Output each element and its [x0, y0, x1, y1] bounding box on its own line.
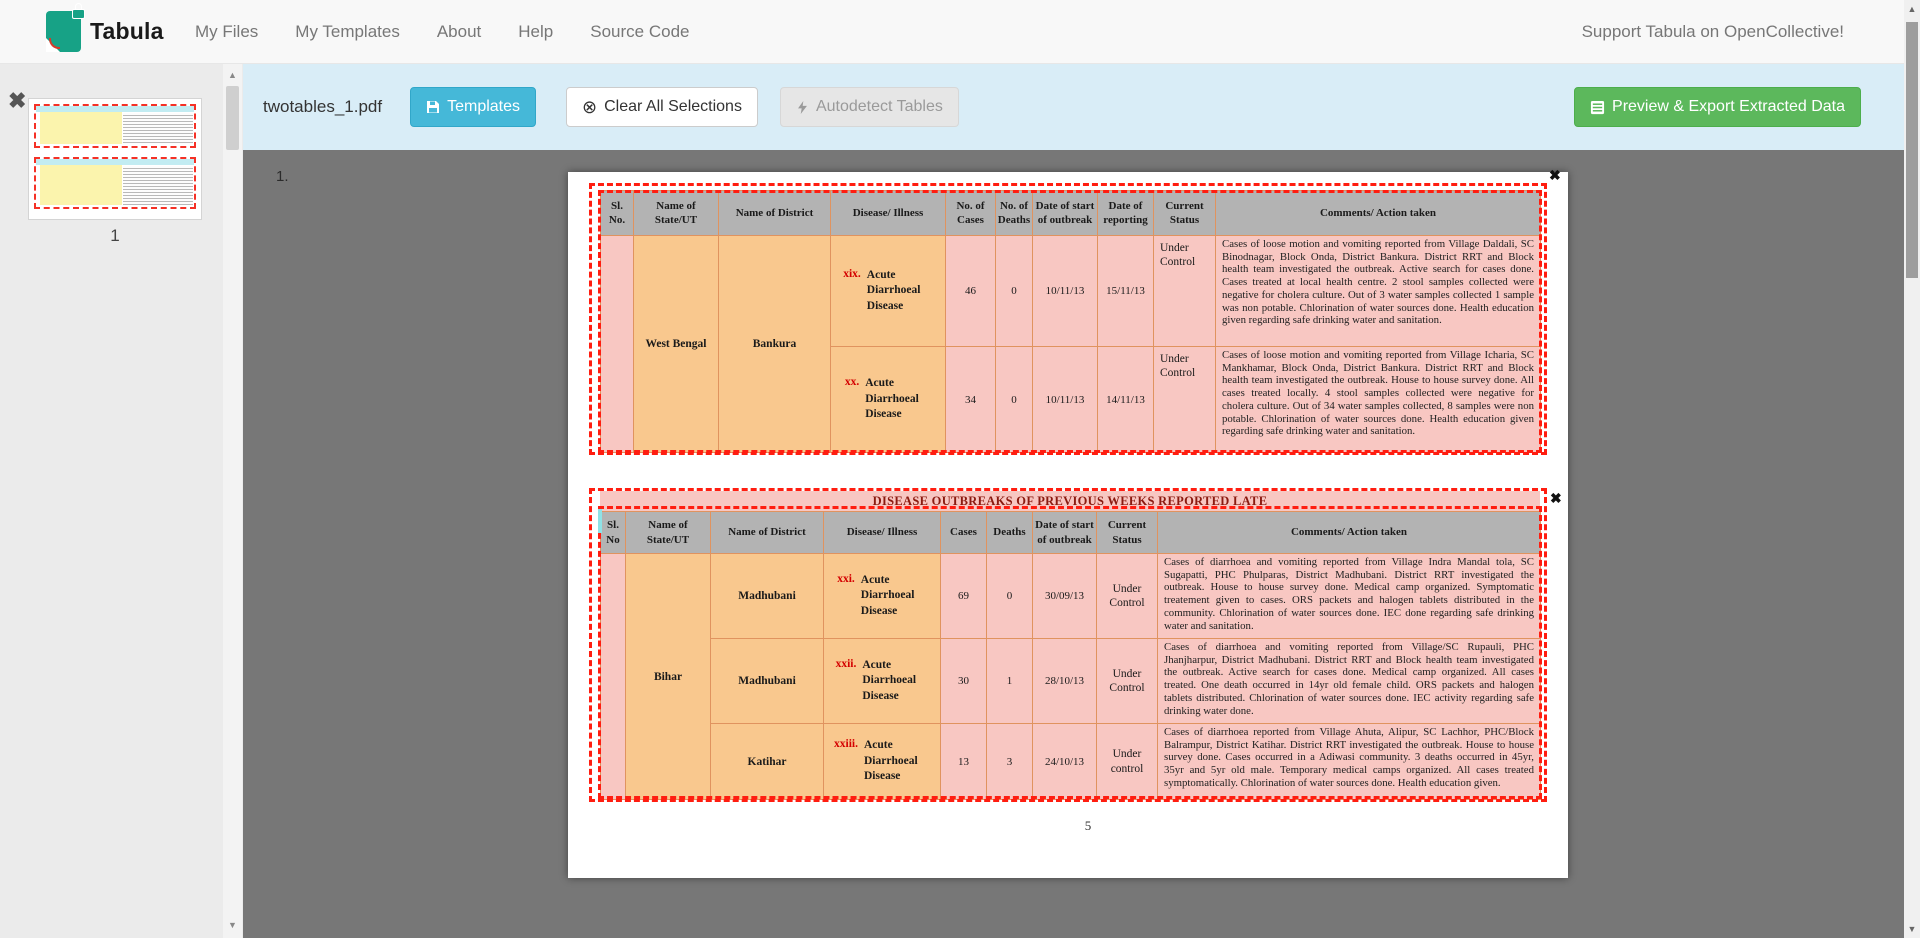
t1-header-cell: Date of reporting: [1098, 191, 1154, 236]
t1-header-cell: No. of Deaths: [996, 191, 1033, 236]
preview-export-button[interactable]: [1574, 87, 1861, 127]
t2-district-cell: Madhubani: [711, 639, 824, 724]
t2-deaths-cell: 1: [987, 639, 1033, 724]
t2-district-cell: Madhubani: [711, 554, 824, 639]
t1-comments-cell: Cases of loose motion and vomiting reported from Village Daldali, SC Binodnagar, Block Onda, District Bankura. District RRT and Block health team investigated the outbreak. Active search for cases done. Cases treated at local health centre. 2 stool samples collected were negative for cholera culture. Out of 3 water samples collected 1 sample was non potable. Chlorination of water sources done. Health education given regarding safe drinking water and sanitation.: [1216, 236, 1541, 347]
sidebar-scroll-thumb[interactable]: [226, 86, 239, 150]
t1-district-cell: Bankura: [719, 236, 831, 453]
t2-start-date-cell: 24/10/13: [1033, 724, 1097, 800]
toolbar: [243, 64, 1920, 150]
t1-reported-date-cell: 14/11/13: [1098, 347, 1154, 453]
selection-box-1-inner[interactable]: [598, 190, 1542, 453]
t2-disease-cell: xxi. Acute Diarrhoeal Disease: [824, 554, 941, 639]
roman-numeral: xix.: [843, 267, 861, 280]
clear-button-label: Clear All Selections: [604, 98, 742, 115]
autodetect-tables-button[interactable]: [780, 87, 959, 127]
scroll-up-icon[interactable]: ▲: [1907, 4, 1917, 14]
templates-button[interactable]: [410, 87, 536, 127]
t2-disease-cell: xxii. Acute Diarrhoeal Disease: [824, 639, 941, 724]
roman-numeral: xx.: [844, 376, 860, 389]
remove-page-icon[interactable]: ✖: [8, 88, 27, 113]
t2-header-cell: Deaths: [987, 512, 1033, 554]
t1-header-cell: Date of start of outbreak: [1033, 191, 1098, 236]
t2-cases-cell: 30: [941, 639, 987, 724]
t2-header-cell: Sl. No: [601, 512, 626, 554]
window-scroll-thumb[interactable]: [1906, 22, 1918, 278]
page-thumbnail[interactable]: [28, 98, 202, 220]
t1-disease-cell: xix. Acute Diarrhoeal Disease: [831, 236, 946, 347]
t2-deaths-cell: 3: [987, 724, 1033, 800]
window-scrollbar[interactable]: [1904, 0, 1920, 938]
brand-name: Tabula: [90, 18, 164, 44]
clear-all-selections-button[interactable]: [566, 87, 758, 127]
t2-header-cell: Date of start of outbreak: [1033, 512, 1097, 554]
thumbnail-selection-2: [34, 157, 196, 209]
selection-2-close-icon[interactable]: ✖: [1550, 490, 1562, 506]
clear-circle-x-icon: ⊗: [582, 97, 598, 117]
support-link[interactable]: Support Tabula on OpenCollective!: [1581, 22, 1844, 41]
page-marker: 1.: [276, 168, 289, 185]
sidebar-scrollbar[interactable]: [223, 64, 242, 938]
t2-header-cell: Disease/ Illness: [824, 512, 941, 554]
tabula-logo-icon: [46, 11, 81, 52]
autodetect-button-label: Autodetect Tables: [815, 98, 943, 115]
t1-header-cell: No. of Cases: [946, 191, 996, 236]
t2-status-cell: Under Control: [1097, 554, 1158, 639]
t1-cases-cell: 34: [946, 347, 996, 453]
thumbnail-sidebar: [0, 64, 243, 938]
table-list-icon: [1590, 100, 1605, 115]
t1-start-date-cell: 10/11/13: [1033, 347, 1098, 453]
brand[interactable]: [46, 11, 164, 52]
t2-status-cell: Under control: [1097, 724, 1158, 800]
t2-deaths-cell: 0: [987, 554, 1033, 639]
nav-source-code[interactable]: Source Code: [590, 22, 690, 41]
navbar: [0, 0, 1920, 64]
t2-header-cell: Current Status: [1097, 512, 1158, 554]
t2-start-date-cell: 28/10/13: [1033, 639, 1097, 724]
scroll-down-icon[interactable]: ▼: [1907, 924, 1917, 934]
export-button-label: Preview & Export Extracted Data: [1612, 98, 1845, 115]
t2-header-cell: Name of District: [711, 512, 824, 554]
selection-box-2-inner[interactable]: [598, 506, 1542, 799]
nav-my-files[interactable]: My Files: [195, 22, 259, 41]
roman-numeral: xxi.: [837, 572, 855, 585]
t1-reported-date-cell: 15/11/13: [1098, 236, 1154, 347]
t2-cases-cell: 13: [941, 724, 987, 800]
t2-header-cell: Name of State/UT: [626, 512, 711, 554]
scroll-down-icon[interactable]: ▼: [228, 920, 237, 930]
roman-numeral: xxiii.: [834, 738, 858, 751]
selection-1-close-icon[interactable]: ✖: [1549, 167, 1561, 183]
t1-header-cell: Sl. No.: [601, 191, 634, 236]
templates-button-label: Templates: [447, 98, 521, 115]
t1-status-cell: Under Control: [1154, 236, 1216, 347]
t1-state-cell: West Bengal: [634, 236, 719, 453]
pdf-filename: twotables_1.pdf: [263, 97, 383, 116]
t1-comments-cell: Cases of loose motion and vomiting reported from Village Icharia, SC Mankhamar, Block Onda, District Bankura. District RRT and Block health team investigated the outbreak. House to house survey done. All cases treated locally. 4 stool samples collected were negative for cholera culture. Out of 34 water samples collected, 8 samples were non potable. Chlorination of water sources done. Health education given regarding safe drinking water and sanitation.: [1216, 347, 1541, 453]
t2-header-cell: Comments/ Action taken: [1158, 512, 1541, 554]
save-template-icon: [426, 100, 440, 114]
t2-district-cell: Katihar: [711, 724, 824, 800]
selection-handle[interactable]: [598, 509, 602, 533]
t1-disease-cell: xx. Acute Diarrhoeal Disease: [831, 347, 946, 453]
nav-about[interactable]: About: [436, 22, 482, 41]
t2-comments-cell: Cases of diarrhoea and vomiting reported from Village Indra Mandal tola, SC Sugapatti, PHC Phulparas, District Madhubani. District RRT investigated the outbreak. House to house survey done. Medical camp organized. Symptomatic treatement given to cases. ORS packets and halogen tablets distributed in the community. Chlorination of water sources done. IEC done regarding safe drinking water and sanitation.: [1158, 554, 1541, 639]
t2-start-date-cell: 30/09/13: [1033, 554, 1097, 639]
t2-comments-cell: Cases of diarrhoea and vomiting reported from Village/SC Rupauli, PHC Jhanjharpur, District Madhubani. District RRT and Block health team investigated the outbreak. Active search for cases done. Medical camp organized. All cases treated. One death occurred in 14yr old female child. ORS packets and halogen tablets distributed. Chlorination of water sources done. IEC activity regarding safe drinking water done.: [1158, 639, 1541, 724]
thumbnail-page-number: 1: [110, 226, 120, 245]
t1-deaths-cell: 0: [996, 236, 1033, 347]
t1-header-cell: Comments/ Action taken: [1216, 191, 1541, 236]
t1-header-cell: Name of State/UT: [634, 191, 719, 236]
roman-numeral: xxii.: [835, 657, 857, 670]
thumbnail-selection-1: [34, 104, 196, 148]
lightning-bolt-icon: [796, 100, 809, 115]
t1-status-cell: Under Control: [1154, 347, 1216, 453]
nav-help[interactable]: Help: [518, 22, 554, 41]
table2-title: DISEASE OUTBREAKS OF PREVIOUS WEEKS REPORTED LATE: [600, 491, 1540, 511]
pdf-page-footer-number: 5: [1084, 818, 1092, 833]
t1-cases-cell: 46: [946, 236, 996, 347]
t1-header-cell: Name of District: [719, 191, 831, 236]
t2-header-cell: Cases: [941, 512, 987, 554]
t2-cases-cell: 69: [941, 554, 987, 639]
t2-state-cell: Bihar: [626, 554, 711, 800]
t2-disease-cell: xxiii. Acute Diarrhoeal Disease: [824, 724, 941, 800]
t1-start-date-cell: 10/11/13: [1033, 236, 1098, 347]
nav-links: [195, 0, 689, 64]
scroll-up-icon[interactable]: ▲: [228, 70, 237, 80]
t1-header-cell: Disease/ Illness: [831, 191, 946, 236]
t1-deaths-cell: 0: [996, 347, 1033, 453]
t2-status-cell: Under Control: [1097, 639, 1158, 724]
t1-header-cell: Current Status: [1154, 191, 1216, 236]
nav-my-templates[interactable]: My Templates: [295, 22, 400, 41]
t2-comments-cell: Cases of diarrhoea reported from Village Ahuta, Alipur, SC Lachhor, PHC/Block Balrampur, District Katihar. District RRT investigated the outbreak. House to house survey done. Cases occurred in a Adiwasi community. 3 deaths occurred in 45yr, 35yr and 5yr old male. Temporary medical camps organized. All cases treated symptomatically. Chlorination of water sources done. Health education given.: [1158, 724, 1541, 800]
